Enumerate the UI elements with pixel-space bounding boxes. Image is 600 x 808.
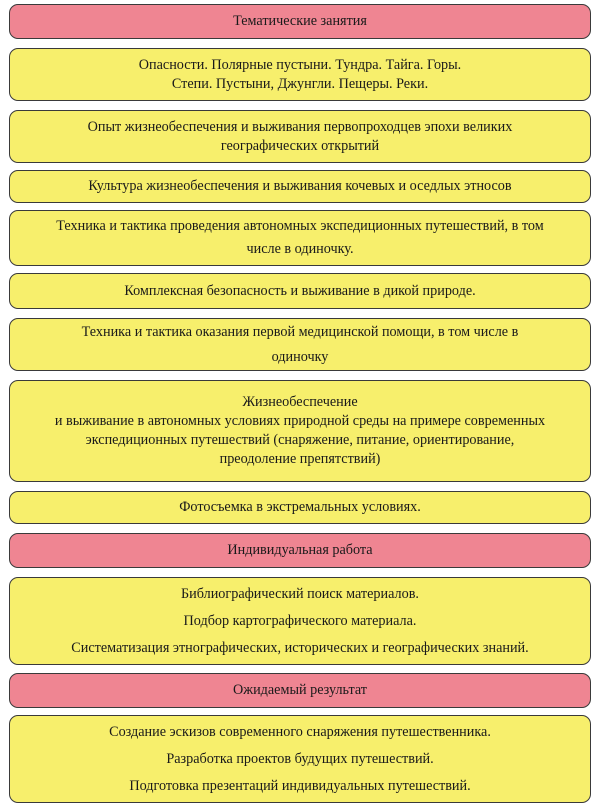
thematic-item-4 — [9, 210, 591, 266]
result-item-1: Создание эскизов современного снаряжения путешественника. — [109, 723, 491, 740]
thematic-item-6-line-2: одиночку — [271, 348, 329, 365]
result-item-3: Подготовка презентаций индивидуальных путешествий. — [129, 777, 471, 794]
individual-items — [9, 577, 591, 665]
thematic-item-7 — [9, 380, 591, 482]
thematic-item-7-line-1: Жизнеобеспечение — [242, 394, 358, 410]
thematic-item-3 — [9, 170, 591, 203]
thematic-item-3-line-1: Культура жизнеобеспечения и выживания кочевых и оседлых этносов — [88, 178, 512, 194]
thematic-item-1 — [9, 48, 591, 101]
individual-item-3: Систематизация этнографических, исторических и географических знаний. — [71, 639, 529, 656]
thematic-item-7-line-4: преодоление препятствий) — [219, 451, 381, 467]
thematic-item-2 — [9, 110, 591, 163]
result-heading-text: Ожидаемый результат — [233, 682, 367, 698]
thematic-item-4-line-2: числе в одиночку. — [246, 241, 354, 257]
individual-heading-text: Индивидуальная работа — [227, 542, 373, 558]
thematic-item-8 — [9, 491, 591, 524]
thematic-item-1-line-1: Опасности. Полярные пустыни. Тундра. Тайга. Горы. — [138, 56, 462, 73]
thematic-item-7-line-3: экспедиционных путешествий (снаряжение, питание, ориентирование, — [85, 432, 515, 448]
thematic-item-5-line-1: Комплексная безопасность и выживание в дикой природе. — [124, 282, 476, 299]
thematic-item-5 — [9, 273, 591, 309]
thematic-heading — [9, 4, 591, 39]
individual-heading — [9, 533, 591, 568]
thematic-heading-text: Тематические занятия — [233, 13, 367, 29]
thematic-item-2-line-2: географических открытий — [220, 137, 380, 154]
result-heading — [9, 673, 591, 708]
individual-item-2: Подбор картографического материала. — [183, 612, 417, 629]
thematic-item-4-line-1: Техника и тактика проведения автономных экспедиционных путешествий, в том — [56, 218, 544, 234]
thematic-item-6-line-1: Техника и тактика оказания первой медицинской помощи, в том числе в — [81, 323, 519, 340]
individual-item-1: Библиографический поиск материалов. — [181, 585, 419, 602]
result-item-2: Разработка проектов будущих путешествий. — [166, 750, 434, 767]
thematic-item-2-line-1: Опыт жизнеобеспечения и выживания первопроходцев эпохи великих — [87, 118, 513, 135]
result-items — [9, 715, 591, 803]
thematic-item-6 — [9, 318, 591, 371]
thematic-item-7-line-2: и выживание в автономных условиях природной среды на примере современных — [54, 413, 546, 429]
thematic-item-1-line-2: Степи. Пустыни, Джунгли. Пещеры. Реки. — [171, 75, 429, 92]
thematic-item-8-line-1: Фотосъемка в экстремальных условиях. — [179, 499, 421, 515]
